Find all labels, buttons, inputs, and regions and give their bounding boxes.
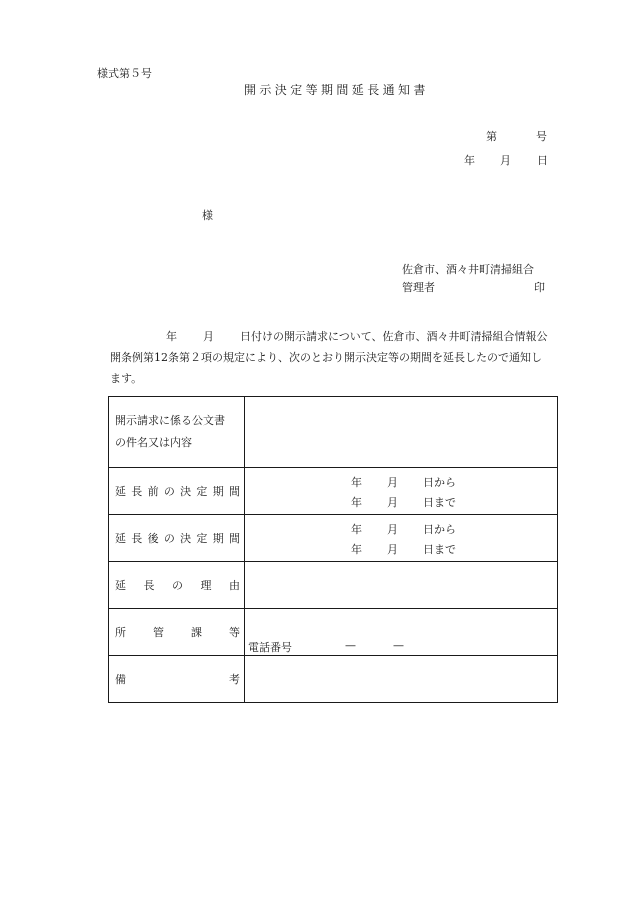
label-period-before: 延 長 前 の 決 定 期 間 [109, 468, 245, 515]
phone-dash-2: — [393, 639, 404, 652]
label-document-subject-line-2: の件名又は内容 [115, 436, 192, 449]
body-line-2: 開条例第12条第２項の規定により、次のとおり開示決定等の期間を延長したので通知し [110, 351, 542, 364]
body-line-1 [166, 326, 548, 347]
value-extension-reason[interactable] [245, 562, 558, 609]
reference-dai: 第 [486, 130, 497, 143]
label-remarks: 備 考 [109, 656, 245, 703]
seal-mark: 印 [534, 281, 545, 294]
period-before-from: 年 月 日から [351, 476, 456, 489]
body-line-3: ます。 [110, 372, 143, 385]
period-after-from: 年 月 日から [351, 523, 456, 536]
value-department[interactable] [245, 609, 558, 656]
value-document-subject[interactable] [245, 397, 558, 468]
label-document-subject [109, 397, 245, 468]
phone-number-label: 電話番号 [248, 641, 292, 654]
document-title: 開示決定等期間延長通知書 [244, 83, 429, 97]
date-year-label: 年 [464, 154, 475, 167]
period-before-to: 年 月 日まで [351, 496, 456, 509]
extension-form-table [108, 396, 558, 703]
form-number: 様式第５号 [97, 67, 152, 80]
value-remarks[interactable] [245, 656, 558, 703]
phone-dash-1: — [345, 639, 356, 652]
row-extension-reason [109, 562, 558, 609]
label-period-after: 延 長 後 の 決 定 期 間 [109, 515, 245, 562]
sender-administrator: 管理者 [402, 281, 435, 294]
date-month-label: 月 [500, 154, 511, 167]
date-day-label: 日 [537, 154, 548, 167]
reference-go: 号 [536, 130, 547, 143]
addressee-honorific: 様 [202, 209, 213, 222]
sender-organization: 佐倉市、酒々井町清掃組合 [402, 263, 534, 276]
row-remarks [109, 656, 558, 703]
row-document-subject [109, 397, 558, 468]
body-year-label: 年 [166, 330, 177, 343]
label-department: 所 管 課 等 [109, 609, 245, 656]
period-after-to: 年 月 日まで [351, 543, 456, 556]
value-period-after[interactable] [245, 515, 558, 562]
label-document-subject-line-1: 開示請求に係る公文書 [115, 414, 225, 427]
body-month-label: 月 [203, 330, 214, 343]
body-line-1-text: 日付けの開示請求について、佐倉市、酒々井町清掃組合情報公 [240, 330, 548, 343]
row-period-after [109, 515, 558, 562]
label-extension-reason: 延 長 の 理 由 [109, 562, 245, 609]
row-period-before [109, 468, 558, 515]
value-period-before[interactable] [245, 468, 558, 515]
row-department [109, 609, 558, 656]
